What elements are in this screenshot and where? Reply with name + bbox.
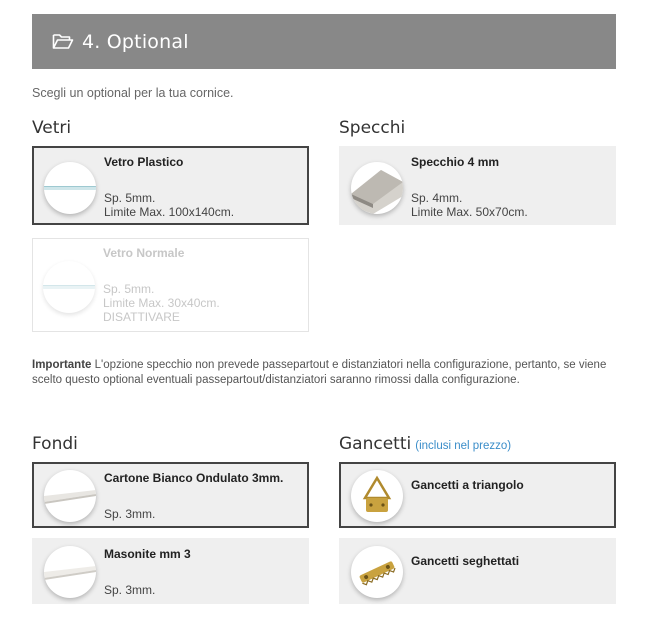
- option-name: Gancetti a triangolo: [411, 478, 524, 492]
- option-limit: Limite Max. 100x140cm.: [104, 205, 235, 219]
- specchi-title: Specchi: [339, 118, 406, 138]
- intro-text: Scegli un optional per la tua cornice.: [32, 86, 234, 100]
- section-header: [32, 14, 616, 69]
- sawtooth-hanger-thumbnail: [351, 546, 403, 598]
- gancetti-title-text: Gancetti: [339, 434, 412, 454]
- option-cartone-bianco[interactable]: [32, 462, 309, 528]
- triangle-hanger-thumbnail: [351, 470, 403, 522]
- option-gancetti-seghettati[interactable]: [339, 538, 616, 604]
- option-gancetti-triangolo[interactable]: [339, 462, 616, 528]
- option-limit: Limite Max. 50x70cm.: [411, 205, 528, 219]
- option-thickness: Sp. 3mm.: [104, 507, 156, 521]
- section-title: 4. Optional: [82, 30, 189, 53]
- option-name: Gancetti seghettati: [411, 554, 520, 568]
- option-thickness: Sp. 5mm.: [103, 282, 155, 296]
- option-name: Cartone Bianco Ondulato 3mm.: [104, 471, 284, 485]
- cardboard-thumbnail: [44, 470, 96, 522]
- option-name: Vetro Normale: [103, 246, 185, 260]
- glass-thumbnail: [44, 162, 96, 214]
- option-vetro-normale: [32, 238, 309, 332]
- folder-open-icon: [52, 33, 74, 50]
- option-thickness: Sp. 3mm.: [104, 583, 156, 597]
- fondi-title: Fondi: [32, 434, 78, 454]
- option-name: Masonite mm 3: [104, 547, 191, 561]
- gancetti-title: [339, 434, 511, 454]
- option-masonite[interactable]: [32, 538, 309, 604]
- option-specchio-4mm[interactable]: [339, 146, 616, 225]
- important-label: Importante: [32, 359, 92, 371]
- masonite-thumbnail: [44, 546, 96, 598]
- option-vetro-plastico[interactable]: [32, 146, 309, 225]
- mirror-thumbnail: [351, 162, 403, 214]
- important-note: [32, 358, 612, 388]
- option-thickness: Sp. 5mm.: [104, 191, 156, 205]
- gancetti-note: (inclusi nel prezzo): [415, 440, 512, 452]
- important-text: L'opzione specchio non prevede passepartout e distanziatori nella configurazione, pertanto, se viene scelto questo optional eventuali passepartout/distanziatori saranno rimossi dalla configurazione.: [32, 359, 607, 386]
- glass-thumbnail: [43, 261, 95, 313]
- vetri-title: Vetri: [32, 118, 72, 138]
- option-limit: Limite Max. 30x40cm.: [103, 296, 220, 310]
- option-thickness: Sp. 4mm.: [411, 191, 463, 205]
- option-name: Vetro Plastico: [104, 155, 184, 169]
- option-disable-label: DISATTIVARE: [103, 310, 180, 324]
- option-name: Specchio 4 mm: [411, 155, 500, 169]
